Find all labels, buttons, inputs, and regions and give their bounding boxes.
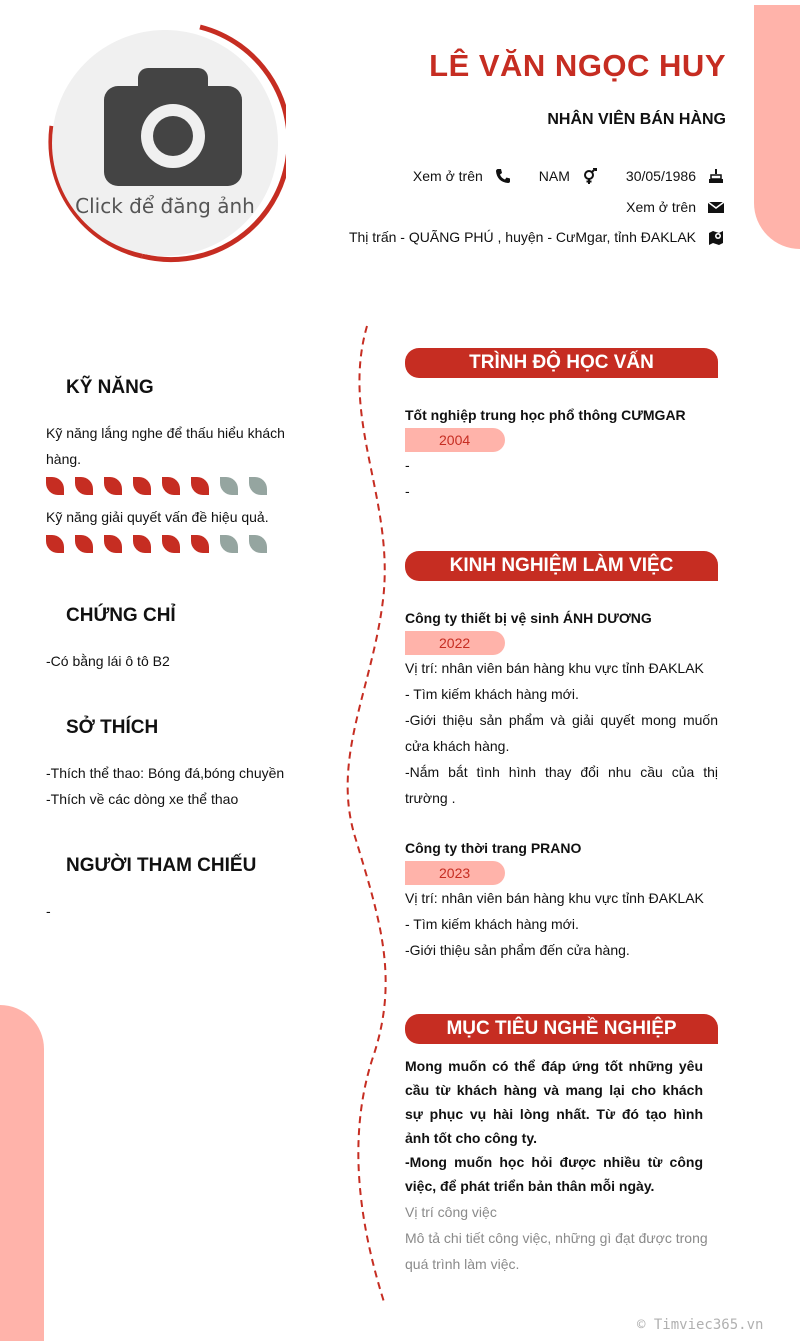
rating-leaf xyxy=(220,535,238,553)
skill-2-name: Kỹ năng giải quyết vấn đề hiệu quả. xyxy=(46,509,269,525)
decorative-corner-top-right xyxy=(754,5,800,249)
gender-icon xyxy=(580,168,600,184)
contact-row-address xyxy=(349,229,726,245)
education-heading: TRÌNH ĐỘ HỌC VẤN xyxy=(405,348,718,378)
rating-leaf xyxy=(191,535,209,553)
decorative-corner-bottom-left xyxy=(0,1005,44,1341)
address-value: Thị trấn - QUÃNG PHÚ , huyện - CưMgar, tỉnh ĐAKLAK xyxy=(348,229,696,245)
phone-value: Xem ở trên xyxy=(412,168,483,184)
rating-leaf xyxy=(133,535,151,553)
references-heading: NGƯỜI THAM CHIẾU xyxy=(66,855,257,876)
education-school: Tốt nghiệp trung học phổ thông CƯMGAR xyxy=(405,407,686,423)
job-1-year: 2022 xyxy=(405,631,505,655)
rating-leaf xyxy=(133,477,151,495)
birthday-cake-icon xyxy=(706,168,726,184)
hobby-item: -Thích thể thao: Bóng đá,bóng chuyền xyxy=(46,765,285,781)
job-2-year: 2023 xyxy=(405,861,505,885)
rating-leaf xyxy=(104,535,122,553)
job-1-line: Vị trí: nhân viên bán hàng khu vực tỉnh ĐAKLAK xyxy=(405,660,704,676)
certificate-item: -Có bằng lái ô tô B2 xyxy=(46,653,170,669)
watermark: © Timviec365.vn xyxy=(637,1317,764,1333)
rating-leaf xyxy=(46,477,64,495)
full-name: LÊ VĂN NGỌC HUY xyxy=(429,48,726,83)
rating-leaf xyxy=(249,477,267,495)
skill-1-name: Kỹ năng lắng nghe để thấu hiểu khách hàng. xyxy=(46,425,285,467)
rating-leaf xyxy=(104,477,122,495)
career-description-placeholder[interactable]: Mô tả chi tiết công việc, những gì đạt được trong quá trình làm việc. xyxy=(405,1230,708,1272)
avatar[interactable] xyxy=(44,22,286,264)
rating-leaf xyxy=(75,477,93,495)
experience-heading: KINH NGHIỆM LÀM VIỆC xyxy=(405,551,718,581)
phone-icon xyxy=(493,168,513,184)
rating-leaf xyxy=(220,477,238,495)
hobby-item: -Thích về các dòng xe thể thao xyxy=(46,791,239,807)
job-title: NHÂN VIÊN BÁN HÀNG xyxy=(547,111,726,128)
job-2-company: Công ty thời trang PRANO xyxy=(405,840,582,856)
avatar-caption: Click để đăng ảnh xyxy=(75,194,255,218)
career-goal-1: Mong muốn có thể đáp ứng tốt những yêu cầu từ khách hàng và mang lại cho khách sự phục vụ hài lòng nhất. Từ đó tạo hình ảnh tốt cho công ty. xyxy=(405,1058,703,1146)
education-line: - xyxy=(405,457,410,473)
education-line: - xyxy=(405,483,410,499)
email-value: Xem ở trên xyxy=(626,199,696,215)
rating-leaf xyxy=(191,477,209,495)
job-2-line: Vị trí: nhân viên bán hàng khu vực tỉnh ĐAKLAK xyxy=(405,890,704,906)
job-2-line: - Tìm kiếm khách hàng mới. xyxy=(405,916,579,932)
rating-leaf xyxy=(249,535,267,553)
career-goal-2: -Mong muốn học hỏi được nhiều từ công việc, để phát triển bản thân mỗi ngày. xyxy=(405,1154,703,1194)
reference-item: - xyxy=(46,903,51,919)
avatar-placeholder[interactable] xyxy=(52,30,278,256)
rating-leaf xyxy=(162,535,180,553)
rating-leaf xyxy=(75,535,93,553)
rating-leaf xyxy=(162,477,180,495)
contact-row-email xyxy=(626,199,726,215)
skill-1-rating xyxy=(46,477,267,495)
career-goal-heading: MỤC TIÊU NGHỀ NGHIỆP xyxy=(405,1014,718,1044)
contact-row-primary xyxy=(413,168,726,184)
education-year: 2004 xyxy=(405,428,505,452)
certificates-heading: CHỨNG CHỈ xyxy=(66,605,176,626)
email-icon xyxy=(706,199,726,215)
job-1-company: Công ty thiết bị vệ sinh ÁNH DƯƠNG xyxy=(405,610,652,626)
gender-value: NAM xyxy=(538,168,570,184)
job-1-line: -Giới thiệu sản phẩm và giải quyết mong muốn cửa khách hàng. xyxy=(405,712,718,754)
skill-2-rating xyxy=(46,535,267,553)
camera-icon xyxy=(104,68,242,188)
career-position-placeholder[interactable]: Vị trí công việc xyxy=(405,1204,497,1220)
skills-heading: KỸ NĂNG xyxy=(66,377,154,398)
rating-leaf xyxy=(46,535,64,553)
map-pin-icon xyxy=(706,229,726,245)
job-2-line: -Giới thiệu sản phẩm đến cửa hàng. xyxy=(405,942,630,958)
birthday-value: 30/05/1986 xyxy=(625,168,696,184)
hobbies-heading: SỞ THÍCH xyxy=(66,717,159,738)
job-1-line: -Nắm bắt tình hình thay đổi nhu cầu của thị trường . xyxy=(405,764,718,806)
job-1-line: - Tìm kiếm khách hàng mới. xyxy=(405,686,579,702)
